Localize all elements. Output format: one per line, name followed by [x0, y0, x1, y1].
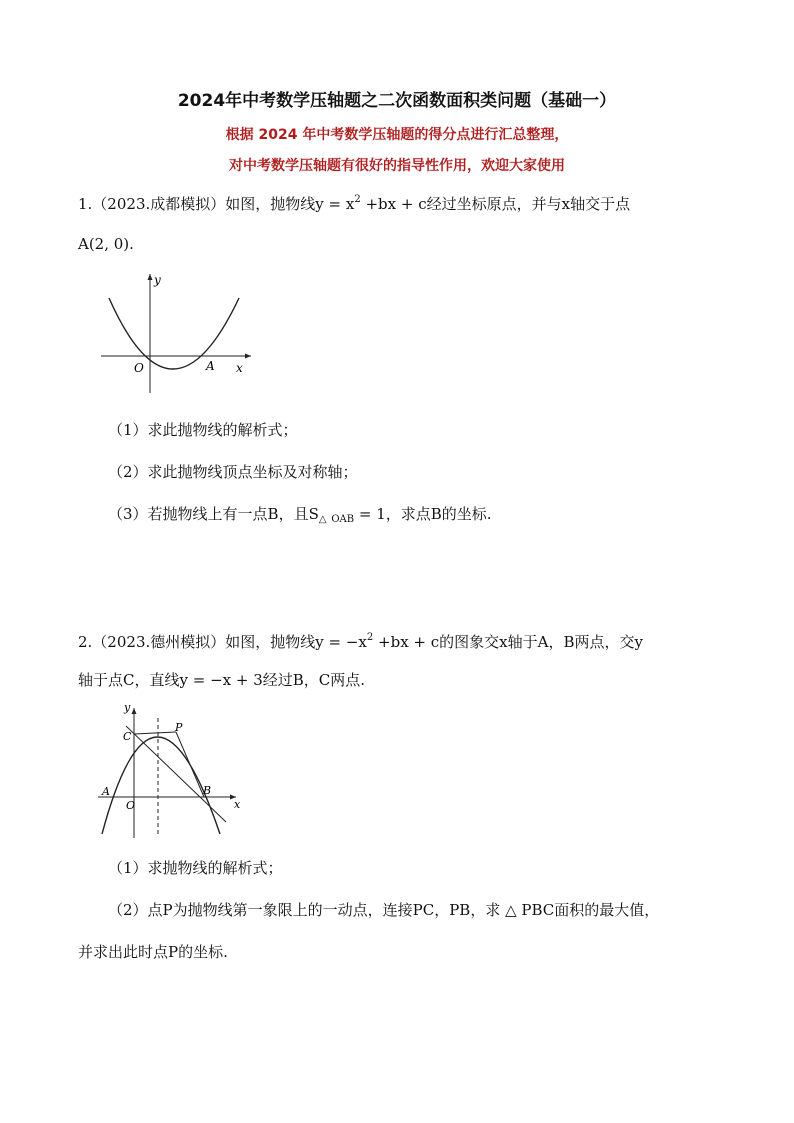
q1-figure — [96, 268, 256, 400]
q2-figure — [96, 702, 256, 842]
q1-eq-part-a: y = x — [315, 195, 355, 213]
q1-x-axis-arrow — [245, 354, 251, 359]
q2-axis: x — [499, 633, 508, 651]
q1-tail: 经过坐标原点，并与 — [426, 195, 562, 213]
q2-equation — [315, 633, 439, 651]
q2-statement — [78, 628, 643, 652]
q2-x-label: x — [234, 798, 241, 811]
q1-eq-exponent: 2 — [354, 194, 361, 205]
q2-tail: 的图象交 — [439, 633, 500, 651]
q1-a-label: A — [206, 359, 215, 373]
q2-y-axis-arrow — [132, 708, 137, 714]
page-title: 2024年中考数学压轴题之二次函数面积类问题（基础一） — [177, 91, 617, 111]
q2-o-label: O — [126, 799, 136, 812]
q2-part-2: （2）点P为抛物线第一象限上的一动点，连接PC，PB，求 △ PBC面积的最大值， — [108, 901, 660, 919]
q1-equation — [315, 195, 426, 213]
q2-part-2-cont: 并求出此时点P的坐标. — [78, 943, 228, 961]
q2-lead: 2.（2023.德州模拟）如图，抛物线 — [78, 633, 316, 651]
q2-eq-part-b: +bx + c — [373, 633, 440, 651]
q2-line-2 — [78, 670, 365, 690]
q2-line-2-b: 经过B，C两点. — [262, 671, 366, 689]
q2-line-2-a: 轴于点C，直线 — [78, 671, 180, 689]
q1-lead: 1.（2023.成都模拟）如图，抛物线 — [78, 195, 316, 213]
q1-part-3-a: （3）若抛物线上有一点B，且S — [108, 505, 319, 523]
q2-line-bc — [126, 726, 226, 822]
q2-p-label: P — [175, 721, 183, 734]
q1-y-axis-arrow — [148, 274, 153, 280]
q1-y-label: y — [154, 273, 161, 287]
q1-part-3-triangle: △ — [318, 514, 327, 525]
q2-line-2-eq: y = −x + 3 — [179, 671, 263, 689]
q2-b-label: B — [203, 784, 212, 797]
q1-part-2: （2）求此抛物线顶点坐标及对称轴； — [108, 463, 358, 481]
q2-segment-pc — [134, 732, 176, 734]
q2-c-label: C — [123, 730, 132, 743]
q1-x-label: x — [236, 361, 243, 375]
q1-point-a: A(2, 0). — [78, 235, 134, 253]
q1-o-label: O — [134, 361, 144, 375]
q2-tail2: 轴于A，B两点，交 — [507, 633, 635, 651]
q1-part-3-b: = 1，求点B的坐标. — [354, 505, 492, 523]
q1-eq-part-b: +bx + c — [360, 195, 427, 213]
q2-a-label: A — [102, 785, 110, 798]
q2-eq-part-a: y = −x — [315, 633, 367, 651]
q1-statement — [78, 190, 630, 214]
q2-part-1: （1）求抛物线的解析式； — [108, 859, 283, 877]
q2-eq-exponent: 2 — [366, 632, 374, 643]
q1-part-3-sub: OAB — [331, 514, 355, 525]
subtitle-line-1: 根据 2024 年中考数学压轴题的得分点进行汇总整理， — [225, 127, 569, 143]
q1-parabola — [109, 298, 239, 369]
q1-axis: x — [561, 195, 571, 213]
subtitle-line-2: 对中考数学压轴题有很好的指导性作用，欢迎大家使用 — [229, 158, 565, 174]
q1-tail2: 轴交于点 — [570, 195, 631, 213]
q1-part-3 — [108, 504, 492, 527]
q2-tail3: y — [634, 633, 643, 651]
q1-part-1: （1）求此抛物线的解析式； — [108, 421, 298, 439]
q2-y-label: y — [124, 702, 131, 714]
